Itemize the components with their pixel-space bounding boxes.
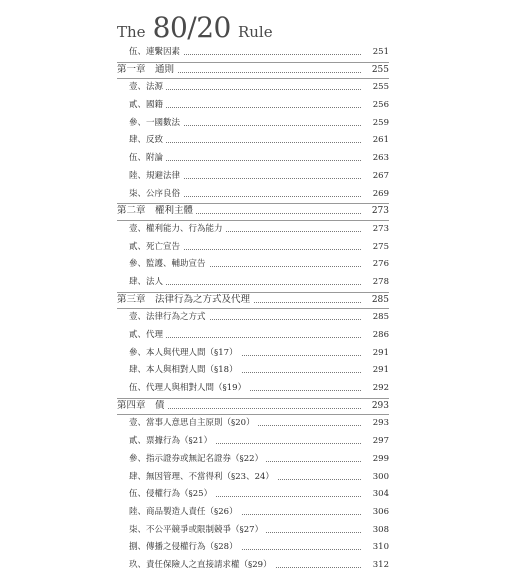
toc-entry-text: 貳、死亡宣告 [129,242,183,252]
toc-entry-text: 肆、無因管理、不當得利（§23、24） [129,472,277,482]
toc-section-row [117,309,389,327]
toc-page-number: 312 [372,559,389,570]
toc-entry-label [129,364,361,376]
toc-section-row [117,186,389,204]
toc-page-number: 278 [372,276,389,287]
toc-page-number: 285 [372,312,389,323]
toc-section-row [117,168,389,186]
toc-entry-label [129,99,361,111]
toc-section-row [117,433,389,451]
toc-entry-label [129,453,361,465]
title-prefix: The [117,23,146,41]
toc-entry-text: 壹、法源 [129,82,166,92]
toc-section-row [117,504,389,522]
toc-entry-label [117,294,361,306]
toc-section-row [117,79,389,97]
toc-page-number: 273 [371,206,389,217]
toc-entry-text: 第一章 通則 [117,64,177,75]
title-number: 80/20 [152,11,231,44]
toc-page-number: 255 [372,82,389,93]
toc-page-number: 297 [372,436,389,447]
toc-section-row [117,44,389,62]
toc-entry-label [129,241,361,253]
toc-entry-text: 伍、連繫因素 [129,47,183,57]
toc-page-number: 308 [372,524,389,535]
toc-entry-text: 第四章 債 [117,400,168,411]
toc-entry-label [129,117,361,129]
toc-entry-text: 參、指示證券或無記名證券（§22） [129,454,266,464]
toc-section-row [117,115,389,133]
toc-section-row [117,539,389,557]
toc-page-number: 299 [372,453,389,464]
toc-entry-label [117,400,361,412]
toc-entry-text: 貳、票據行為（§21） [129,436,215,446]
toc-entry-label [129,541,361,553]
toc-page-number: 291 [372,347,389,358]
page-header-title [117,11,273,45]
toc-entry-text: 柒、公序良俗 [129,189,183,199]
table-of-contents [117,44,389,575]
toc-page-number: 310 [372,542,389,553]
toc-section-row [117,362,389,380]
toc-entry-text: 壹、當事人意思自主原則（§20） [129,418,258,428]
toc-section-row [117,345,389,363]
toc-entry-label [129,488,361,500]
toc-chapter-row [117,62,389,80]
toc-entry-text: 肆、法人 [129,277,166,287]
toc-page-number: 251 [372,47,389,57]
toc-page-number: 275 [372,241,389,252]
toc-entry-label [129,435,361,447]
toc-entry-label [129,152,361,164]
toc-entry-label [129,347,361,359]
toc-entry-label [117,64,361,76]
toc-page-number: 261 [372,135,389,146]
toc-section-row [117,274,389,292]
toc-section-row [117,469,389,487]
toc-section-row [117,557,389,575]
toc-page-number: 269 [372,188,389,199]
title-suffix: Rule [237,23,273,41]
toc-entry-label [129,170,361,182]
toc-entry-label [129,46,361,58]
toc-page-number: 304 [372,489,389,500]
toc-entry-text: 貳、國籍 [129,100,166,110]
toc-entry-label [129,506,361,518]
toc-entry-label [129,276,361,288]
toc-entry-text: 壹、權利能力、行為能力 [129,224,226,234]
toc-entry-label [129,471,361,483]
toc-page-number: 293 [372,418,389,429]
toc-entry-text: 伍、附論 [129,153,166,163]
toc-section-row [117,486,389,504]
toc-entry-text: 柒、不公平競爭或限制競爭（§27） [129,525,266,535]
toc-entry-label [129,81,361,93]
toc-entry-text: 肆、本人與相對人間（§18） [129,365,241,375]
toc-page-number: 306 [372,506,389,517]
toc-page-number: 300 [372,471,389,482]
toc-entry-label [129,382,361,394]
toc-page-number: 263 [372,153,389,164]
toc-entry-label [129,417,361,429]
toc-page-number: 267 [372,170,389,181]
toc-entry-label [129,559,361,571]
toc-entry-text: 陸、規避法律 [129,171,183,181]
toc-section-row [117,380,389,398]
toc-section-row [117,239,389,257]
toc-chapter-row [117,398,389,416]
toc-entry-label [129,134,361,146]
toc-page-number: 276 [372,259,389,270]
toc-page-number: 285 [371,294,389,305]
toc-entry-text: 參、監護、輔助宣告 [129,259,209,269]
toc-entry-text: 玖、責任保險人之直接請求權（§29） [129,560,275,570]
toc-section-row [117,97,389,115]
toc-entry-label [129,188,361,200]
toc-entry-label [129,223,361,235]
toc-entry-text: 第三章 法律行為之方式及代理 [117,294,253,305]
toc-chapter-row [117,203,389,221]
toc-section-row [117,256,389,274]
toc-page-number: 255 [371,64,389,75]
toc-entry-text: 伍、代理人與相對人間（§19） [129,383,249,393]
toc-entry-text: 肆、反致 [129,135,166,145]
toc-entry-text: 伍、侵權行為（§25） [129,489,215,499]
toc-chapter-row [117,292,389,310]
toc-entry-text: 第二章 權利主體 [117,205,196,216]
toc-section-row [117,150,389,168]
toc-section-row [117,451,389,469]
toc-page-number: 256 [372,100,389,111]
toc-entry-text: 貳、代理 [129,330,166,340]
toc-entry-label [129,524,361,536]
toc-entry-label [129,329,361,341]
toc-entry-label [129,311,361,323]
toc-section-row [117,132,389,150]
toc-page-number: 293 [371,400,389,411]
toc-page-number: 259 [372,117,389,128]
toc-page-number: 291 [372,365,389,376]
toc-section-row [117,221,389,239]
toc-page-number: 292 [372,383,389,394]
toc-section-row [117,522,389,540]
toc-page-number: 273 [372,223,389,234]
toc-page-number: 286 [372,330,389,340]
toc-section-row [117,327,389,345]
toc-entry-text: 壹、法律行為之方式 [129,312,209,322]
toc-entry-text: 參、一國數法 [129,118,183,128]
toc-entry-label [129,258,361,270]
toc-entry-label [117,205,361,217]
toc-entry-text: 陸、商品製造人責任（§26） [129,507,241,517]
toc-entry-text: 捌、傳播之侵權行為（§28） [129,542,241,552]
toc-section-row [117,415,389,433]
toc-entry-text: 參、本人與代理人間（§17） [129,348,241,358]
